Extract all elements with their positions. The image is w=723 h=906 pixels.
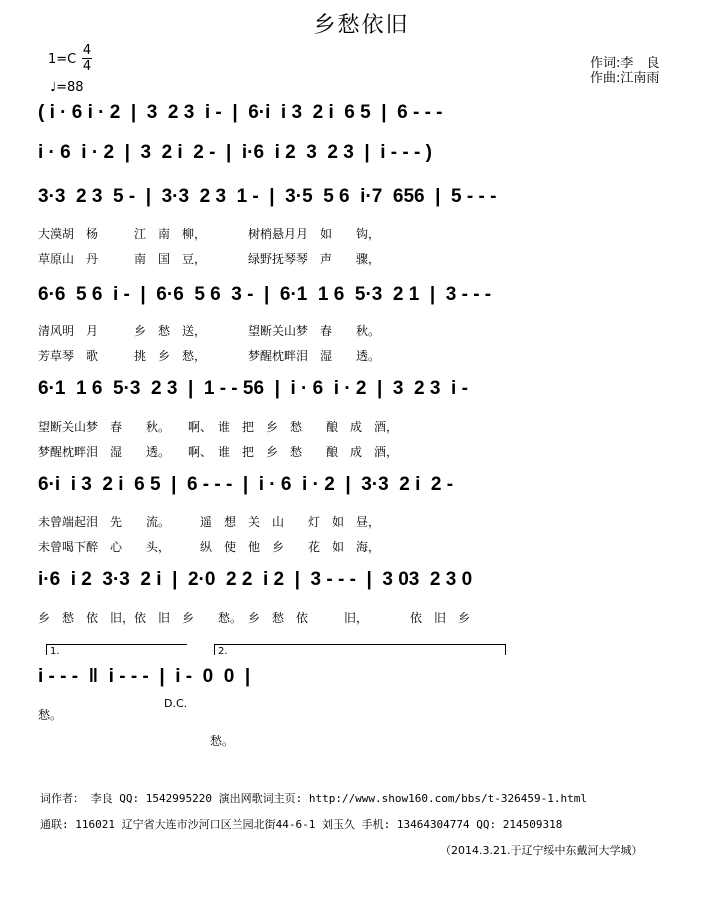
composer-credit: 作曲:江南雨	[590, 71, 660, 86]
lyric-line: 未曾喝下醉 心 头， 纵 使 他 乡 花 如 海，	[38, 540, 381, 554]
lyricist-credit: 作词:李 良	[590, 56, 660, 71]
footer-credit: 词作者： 李良 QQ: 1542995220 演出网歌词主页: http://www.show160.com/bbs/t-326459-1.html	[40, 792, 587, 805]
footer-date: （2014.3.21.于辽宁绥中东戴河大学城）	[440, 844, 643, 857]
dc-mark: D.C.	[164, 697, 188, 710]
time-signature-top: 4	[82, 43, 92, 58]
time-signature	[82, 44, 92, 73]
time-signature-bottom: 4	[82, 59, 92, 74]
lyric-line: 望断关山梦 春 秋。 啊、 谁 把 乡 愁 酿 成 酒，	[38, 420, 399, 434]
lyric-line: 清风明 月 乡 愁 送， 望断关山梦 春 秋。	[38, 324, 381, 338]
key-signature: 1=C	[48, 52, 77, 67]
lyric-line: 愁。	[38, 708, 63, 722]
lyric-line: 未曾端起泪 先 流。 遥 想 关 山 灯 如 昼，	[38, 515, 381, 529]
song-title: 乡愁依旧	[313, 13, 410, 38]
lyric-line: 大漠胡 杨 江 南 柳， 树梢悬月月 如 钩，	[38, 227, 381, 241]
lyric-line: 芳草琴 歌 挑 乡 愁， 梦醒枕畔泪 湿 透。	[38, 349, 381, 363]
footer-contact: 通联: 116021 辽宁省大连市沙河口区兰园北街44-6-1 刘玉久 手机: 13464304774 QQ: 214509318	[40, 818, 563, 831]
tempo-mark: ♩=88	[50, 80, 84, 95]
lyric-line: 草原山 丹 南 国 豆， 绿野抚琴琴 声 骤，	[38, 252, 381, 266]
lyric-line: 梦醒枕畔泪 湿 透。 啊、 谁 把 乡 愁 酿 成 酒，	[38, 445, 399, 459]
volta-bracket-2: 2.	[214, 644, 506, 655]
volta-bracket-1: 1.	[46, 644, 187, 655]
lyric-line: 愁。	[210, 734, 235, 748]
lyric-line: 乡 愁 依 旧，依 旧 乡 愁。 乡 愁 依 旧， 依 旧 乡	[38, 611, 471, 625]
